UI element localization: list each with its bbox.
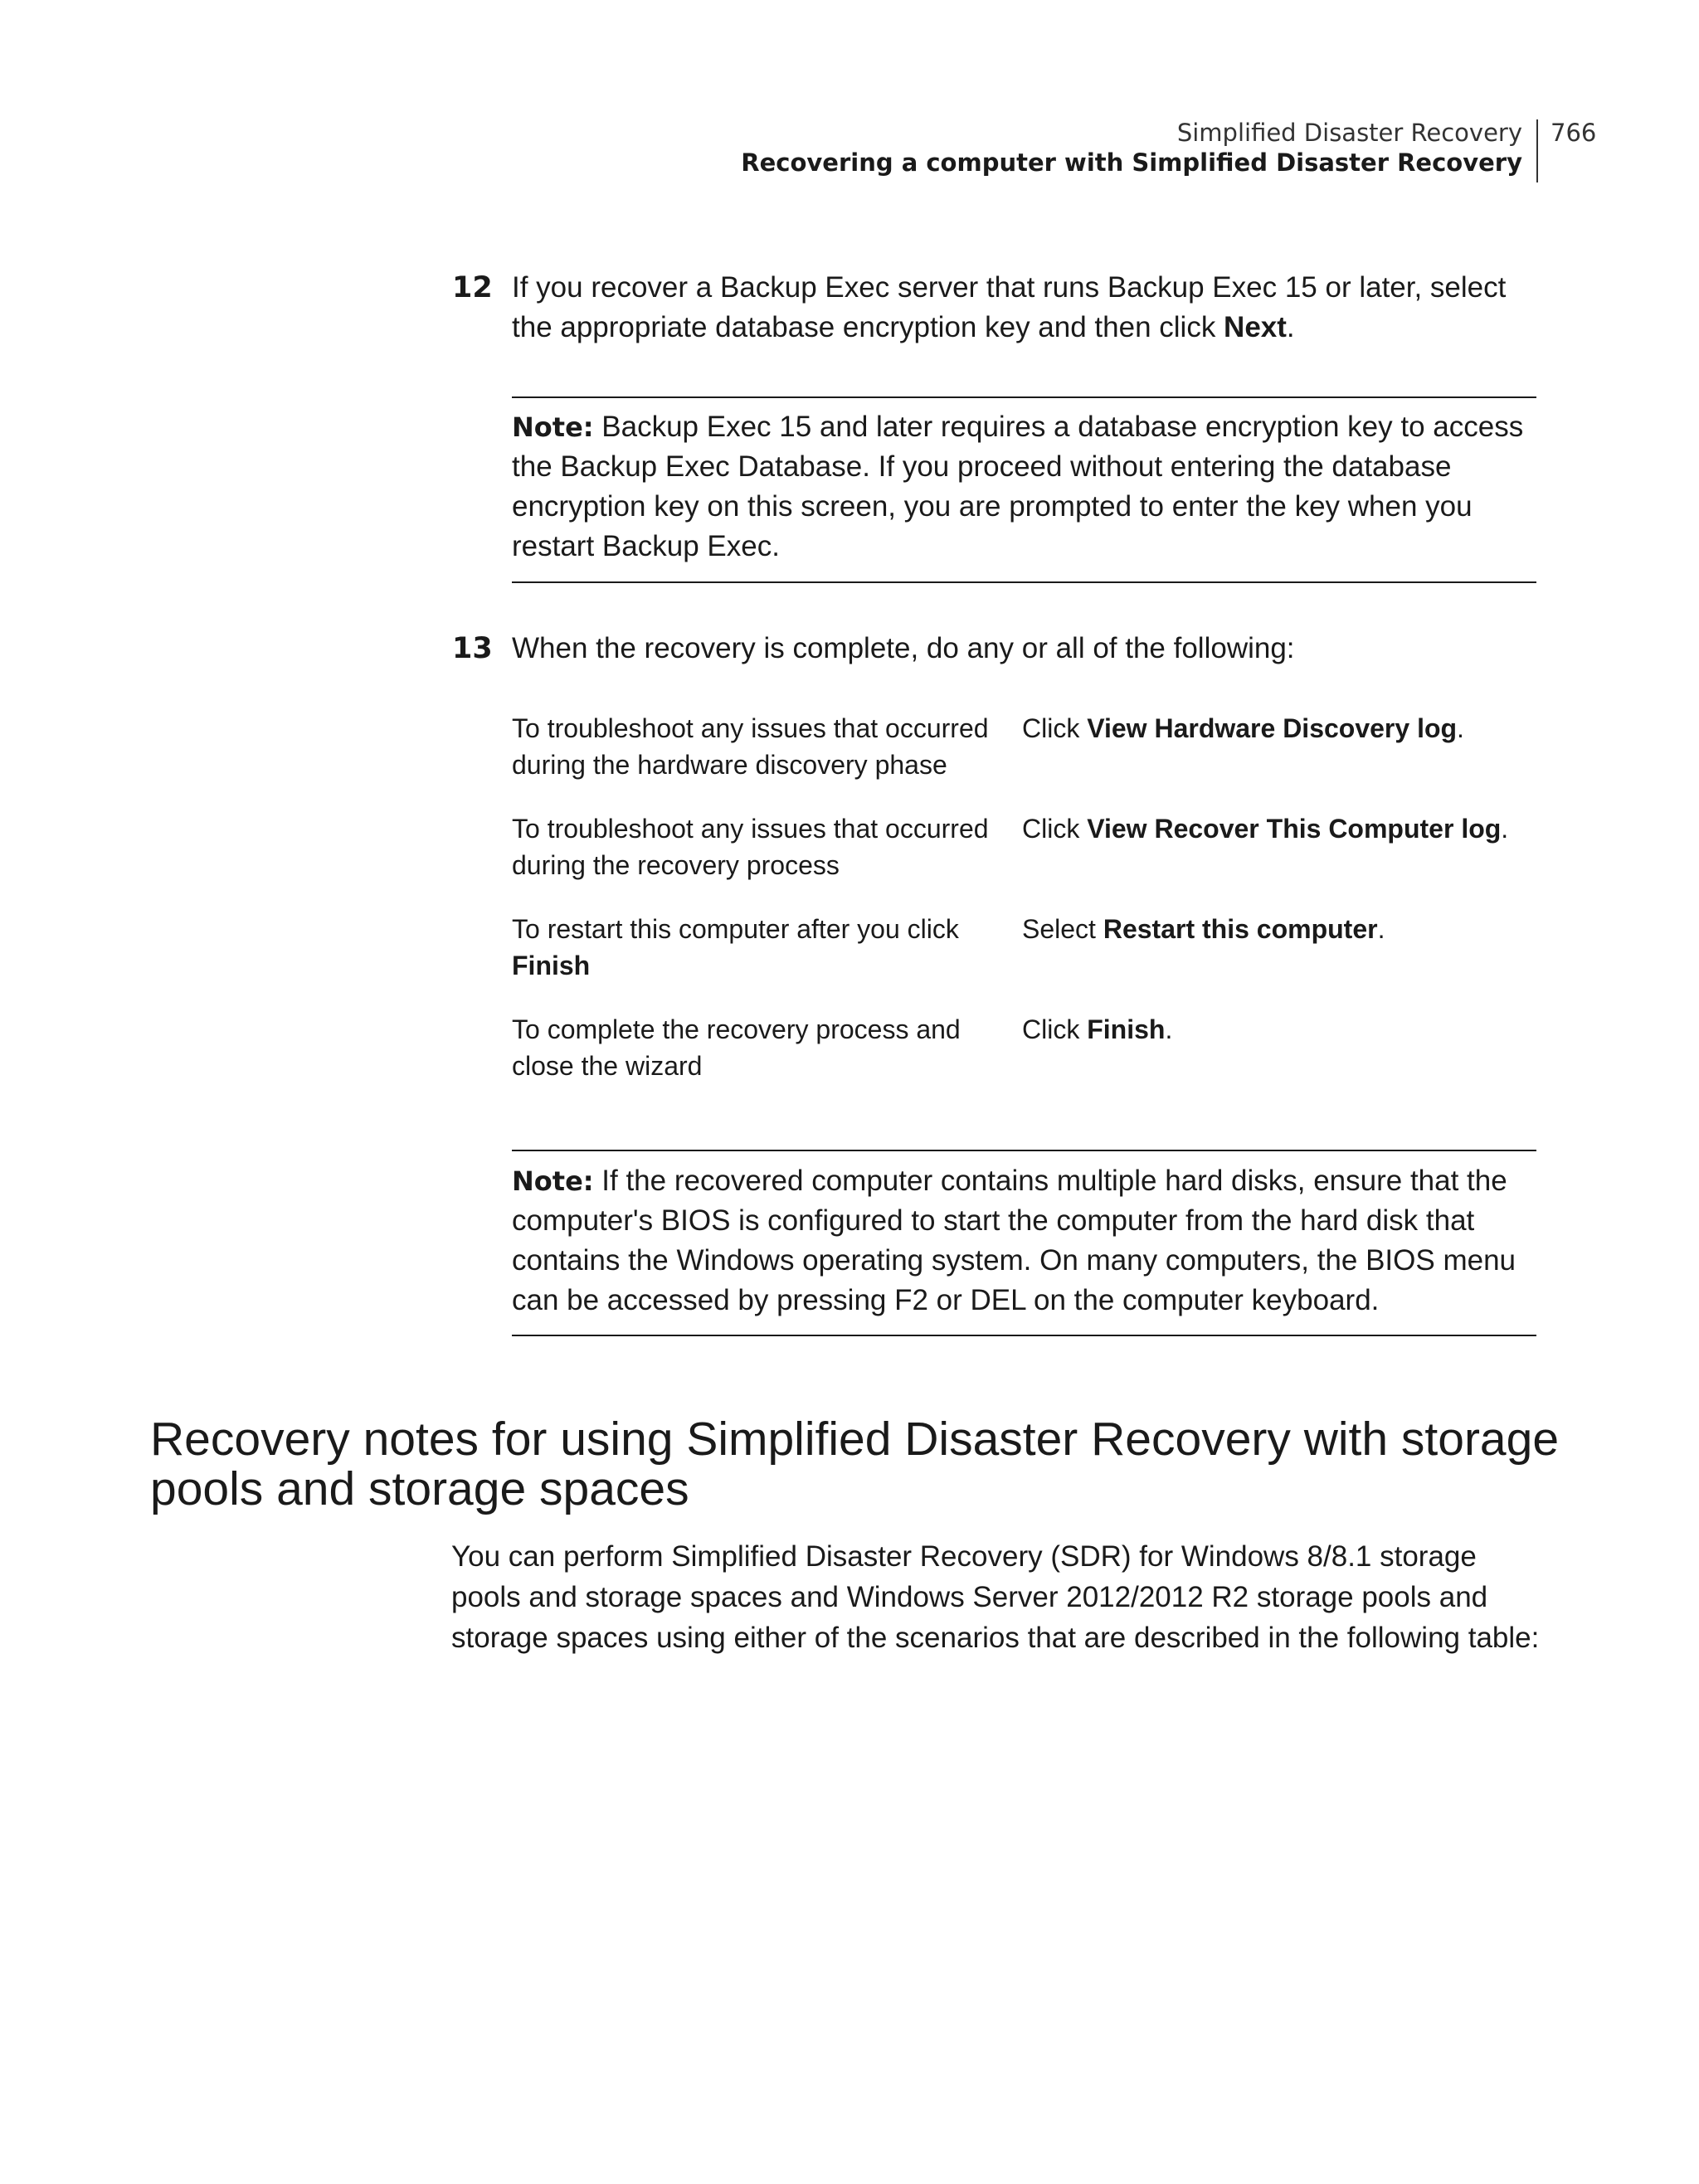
option-action-prefix: Click <box>1022 713 1088 743</box>
note-encryption-text <box>512 407 1536 567</box>
header-divider <box>1536 119 1538 182</box>
running-header-chapter: Simplified Disaster Recovery <box>1176 119 1522 147</box>
option-action-bold: View Recover This Computer log <box>1087 814 1502 844</box>
option-action <box>1022 1011 1536 1048</box>
step-12-text-end: . <box>1286 311 1295 343</box>
step-13-text: When the recovery is complete, do any or all of the following: <box>512 632 1295 664</box>
option-action <box>1022 810 1536 847</box>
section-body-paragraph: You can perform Simplified Disaster Recovery (SDR) for Windows 8/8.1 storage pools and storage spaces and Windows Server 2012/2012 R2 storage pools and storage spaces using either of the scenarios that are described in the following table: <box>451 1540 1540 1654</box>
page-number: 766 <box>1551 119 1597 147</box>
step-12-text <box>512 268 1536 348</box>
step-12-text-main: If you recover a Backup Exec server that runs Backup Exec 15 or later, select the appropriate database encryption key and then click <box>512 271 1507 343</box>
option-condition <box>512 810 1010 883</box>
option-condition-bold: Finish <box>512 951 591 980</box>
note-box-encryption <box>512 396 1536 583</box>
option-action <box>1022 710 1536 747</box>
option-condition-text: To complete the recovery process and close the wizard <box>512 1014 961 1081</box>
table-row <box>512 911 1536 1011</box>
option-action-suffix: . <box>1377 914 1385 944</box>
step-13-number: 13 <box>452 632 493 665</box>
option-action-prefix: Click <box>1022 814 1088 844</box>
option-action-bold: Finish <box>1087 1014 1166 1044</box>
note-label: Note: <box>512 1165 594 1197</box>
table-row <box>512 810 1536 911</box>
running-header-section: Recovering a computer with Simplified Disaster Recovery <box>741 148 1522 177</box>
option-action-suffix: . <box>1165 1014 1173 1044</box>
option-condition-text: To troubleshoot any issues that occurred during the hardware discovery phase <box>512 713 989 780</box>
option-condition <box>512 710 1010 783</box>
next-keyword: Next <box>1224 311 1287 343</box>
option-condition <box>512 911 1010 984</box>
option-condition-text: To troubleshoot any issues that occurred during the recovery process <box>512 814 989 880</box>
option-action-bold: Restart this computer <box>1103 914 1378 944</box>
option-action-prefix: Select <box>1022 914 1103 944</box>
option-action-suffix: . <box>1501 814 1509 844</box>
note-box-bios <box>512 1150 1536 1336</box>
option-action-prefix: Click <box>1022 1014 1088 1044</box>
option-condition-text: To restart this computer after you click <box>512 914 959 944</box>
note-bios-text <box>512 1161 1536 1321</box>
option-action-bold: View Hardware Discovery log <box>1087 713 1458 743</box>
step-12-number: 12 <box>452 271 493 304</box>
option-action-suffix: . <box>1457 713 1464 743</box>
note-encryption-body: Backup Exec 15 and later requires a database encryption key to access the Backup Exec Database. If you proceed without entering the database encryption key on this screen, you are prompted to enter the key when you restart Backup Exec. <box>512 411 1524 562</box>
note-bios-body: If the recovered computer contains multiple hard disks, ensure that the computer's BIOS is configured to start the computer from the hard disk that contains the Windows operating system. On many computers, the BIOS menu can be accessed by pressing F2 or DEL on the computer keyboard. <box>512 1165 1516 1316</box>
option-action <box>1022 911 1536 947</box>
table-row <box>512 1011 1536 1111</box>
option-condition <box>512 1011 1010 1084</box>
note-label: Note: <box>512 411 594 443</box>
recovery-options-table <box>512 710 1536 1111</box>
section-heading: Recovery notes for using Simplified Disaster Recovery with storage pools and storage spaces <box>150 1413 1560 1515</box>
table-row <box>512 710 1536 810</box>
